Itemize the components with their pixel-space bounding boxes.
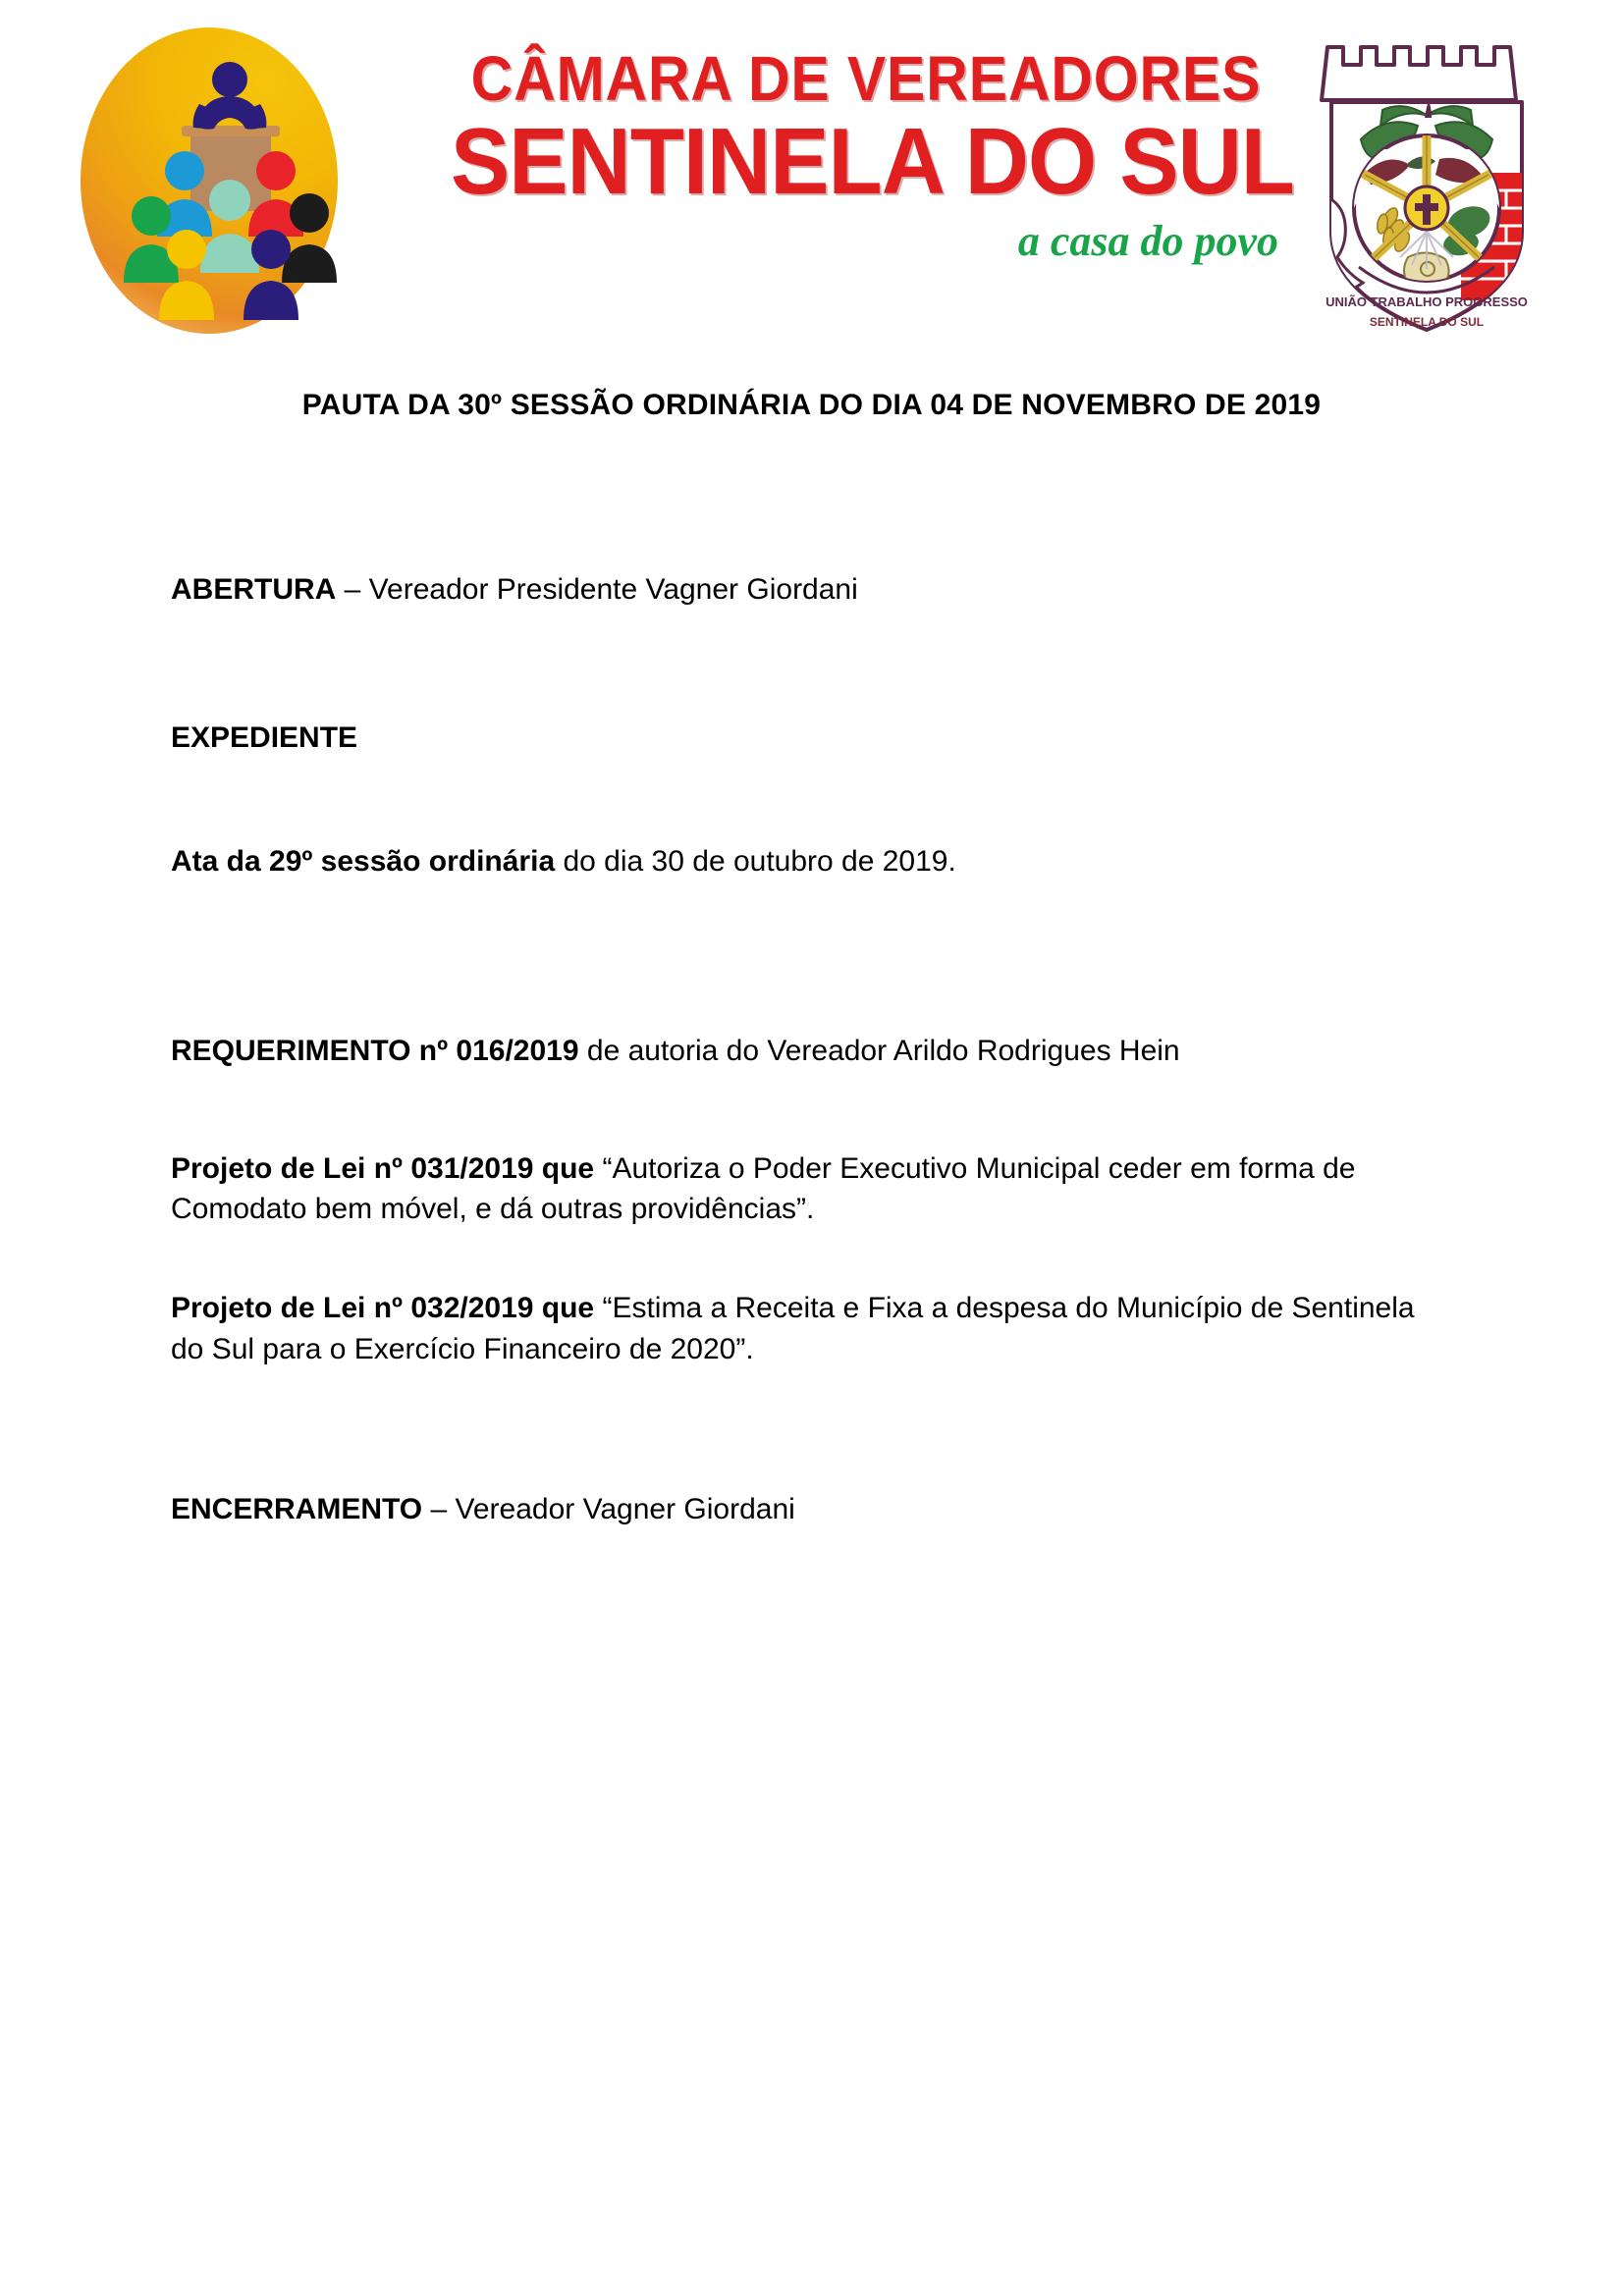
wordmark-line-sentinela-do-sul: SENTINELA DO SUL	[451, 109, 1294, 214]
projeto-lei-031-label: Projeto de Lei nº 031/2019 que	[171, 1151, 595, 1185]
expediente-label: EXPEDIENTE	[171, 721, 358, 755]
abertura-paragraph	[171, 569, 1437, 610]
assembly-podium-people-icon	[81, 27, 338, 351]
projeto-lei-031-text: “Autoriza o Poder Executivo Municipal ceder em forma de Comodato bem móvel, e dá outras providências”.	[171, 1151, 1356, 1225]
ata-text: do dia 30 de outubro de 2019.	[555, 844, 956, 878]
coat-of-arms-banner: SENTINELA DO SUL	[1369, 315, 1485, 329]
projeto-lei-032-text: “Estima a Receita e Fixa a despesa do Município de Sentinela do Sul para o Exercício Financeiro de 2020”.	[171, 1292, 1415, 1365]
ata-paragraph	[171, 841, 1437, 881]
sentinela-do-sul-coat-of-arms-icon	[1314, 26, 1540, 340]
projeto-lei-032-paragraph	[171, 1288, 1437, 1369]
page-title: PAUTA DA 30º SESSÃO ORDINÁRIA DO DIA 04 DE NOVEMBRO DE 2019	[301, 389, 1322, 421]
ata-label: Ata da 29º sessão ordinária	[171, 844, 556, 878]
requerimento-label: REQUERIMENTO nº 016/2019	[171, 1035, 579, 1068]
encerramento-label: ENCERRAMENTO	[171, 1493, 423, 1526]
letterhead	[0, 0, 1623, 373]
coat-of-arms-motto: UNIÃO TRABALHO PROGRESSO	[1325, 294, 1528, 309]
projeto-lei-031-paragraph	[171, 1148, 1437, 1230]
requerimento-paragraph	[171, 1031, 1437, 1071]
abertura-label: ABERTURA	[171, 573, 337, 606]
wordmark	[424, 43, 1308, 266]
encerramento-paragraph	[171, 1489, 1437, 1529]
encerramento-text: – Vereador Vagner Giordani	[422, 1493, 795, 1526]
wordmark-tagline: a casa do povo	[1017, 216, 1278, 265]
projeto-lei-032-label: Projeto de Lei nº 032/2019 que	[171, 1292, 595, 1325]
abertura-text: – Vereador Presidente Vagner Giordani	[336, 573, 858, 606]
wordmark-line-camara-de-vereadores: CÂMARA DE VEREADORES	[470, 43, 1262, 114]
requerimento-text: de autoria do Vereador Arildo Rodrigues Hein	[578, 1035, 1180, 1068]
document-body	[171, 569, 1437, 1530]
expediente-paragraph	[171, 718, 1437, 758]
